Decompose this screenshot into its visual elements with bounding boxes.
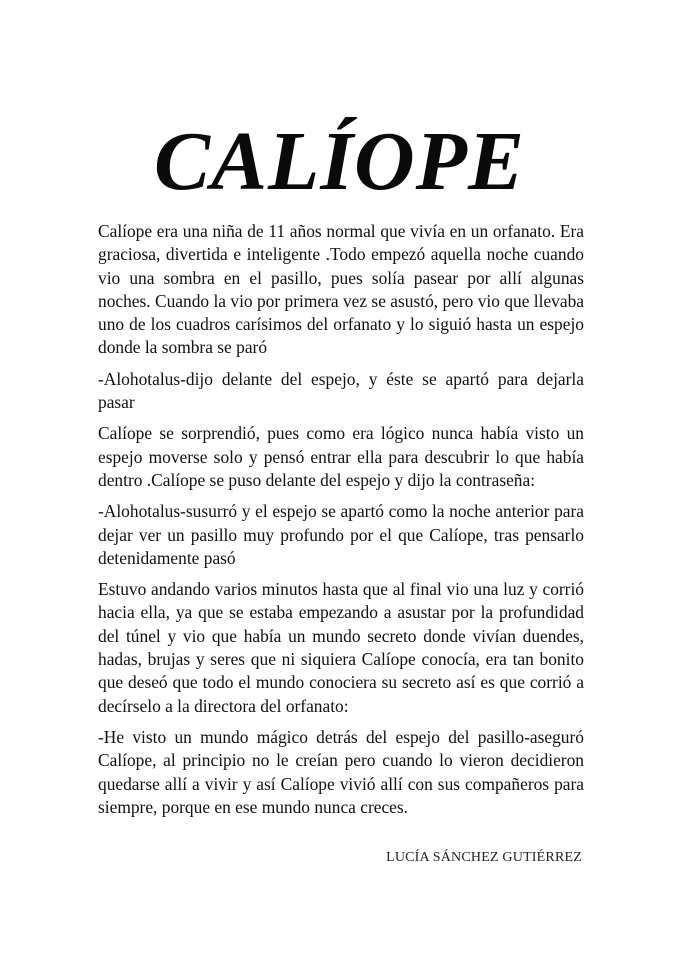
paragraph-4: -Alohotalus-susurró y el espejo se apartó como la noche anterior para dejar ver un pasillo muy profundo por el que Calíope, tras pensarlo detenidamente pasó [98,501,584,568]
paragraph-1: Calíope era una niña de 11 años normal que vivía en un orfanato. Era graciosa, divertida e inteligente .Todo empezó aquella noche cuando vio una sombra en el pasillo, pues solía pasear por allí algunas noches. Cuando la vio por primera vez se asustó, pero vio que llevaba uno de los cuadros carísimos del orfanato y lo siguió hasta un espejo donde la sombra se paró [98,221,584,358]
paragraph-6: -He visto un mundo mágico detrás del espejo del pasillo-aseguró Calíope, al principio no le creían pero cuando lo vieron decidieron quedarse allí a vivir y así Calíope vivió allí con sus compañeros para siempre, porque en ese mundo nunca creces. [98,726,584,817]
paragraph-2: -Alohotalus-dijo delante del espejo, y éste se apartó para dejarla pasar [98,368,584,413]
story-body [98,220,584,827]
paragraph-5: Estuvo andando varios minutos hasta que al final vio una luz y corrió hacia ella, ya que se estaba empezando a asustar por la profundidad del túnel y vio que había un mundo secreto donde vivían duendes, hadas, brujas y seres que ni siquiera Calíope conocía, era tan bonito que deseó que todo el mundo conociera su secreto así es que corrió a decírselo a la directora del orfanato: [98,579,584,716]
paragraph-3: Calíope se sorprendió, pues como era lógico nunca había visto un espejo moverse solo y pensó entrar ella para descubrir lo que había dentro .Calíope se puso delante del espejo y dijo la contraseña: [98,423,584,490]
document-title: CALÍOPE [153,115,526,208]
author-signature: LUCÍA SÁNCHEZ GUTIÉRREZ [386,850,582,865]
